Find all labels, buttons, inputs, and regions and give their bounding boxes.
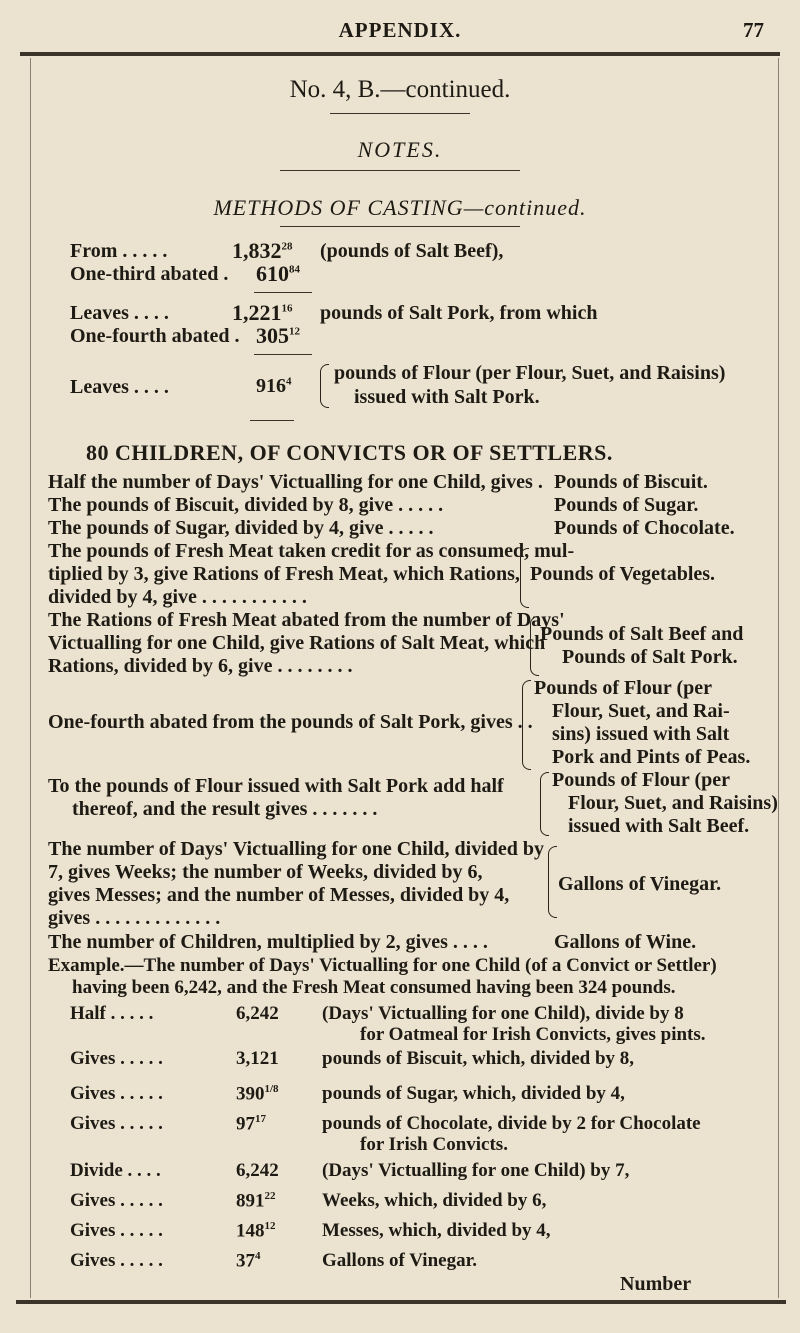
rule-result: Pounds of Flour (per	[552, 769, 730, 791]
rule-line: Victualling for one Child, give Rations of Salt Meat, which	[48, 632, 546, 654]
bottom-rule	[16, 1300, 786, 1304]
rule-line: divided by 4, give . . . . . . . . . . .	[48, 586, 307, 608]
example-row	[0, 1250, 800, 1272]
brace	[530, 616, 539, 676]
example-row-value: $97^{17}$	[236, 1113, 266, 1135]
rule-line: To the pounds of Flour issued with Salt Pork add half	[48, 775, 504, 797]
header-title: APPENDIX.	[338, 18, 462, 42]
example-row-label: Gives . . . . .	[70, 1083, 163, 1104]
methods-heading: METHODS OF CASTING—continued.	[213, 195, 587, 220]
rule-result: Gallons of Vinegar.	[558, 873, 722, 895]
rule-line: The pounds of Biscuit, divided by 8, give . . . . .	[48, 494, 444, 516]
example-row-label: Divide . . . .	[70, 1160, 161, 1181]
rule-line: The pounds of Fresh Meat taken credit for as consumed, mul-	[48, 540, 575, 562]
example-row-label: Gives . . . . .	[70, 1250, 163, 1271]
rule-line: tiplied by 3, give Rations of Fresh Meat, which Rations,	[48, 563, 520, 585]
from-label: From . . . . .	[70, 240, 168, 262]
example-row-description: pounds of Biscuit, which, divided by 8,	[322, 1048, 635, 1069]
example-row	[0, 1160, 800, 1181]
one-fourth-label: One-fourth abated .	[70, 325, 240, 347]
rule-line: One-fourth abated from the pounds of Salt Pork, gives . .	[48, 711, 533, 733]
example-row-description: (Days' Victualling for one Child), divide by 8	[322, 1003, 684, 1024]
rule-line: The pounds of Sugar, divided by 4, give . . . . .	[48, 517, 434, 539]
rule-result: Pounds of Vegetables.	[530, 563, 716, 585]
rule-result: Flour, Suet, and Rai-	[552, 700, 730, 722]
page-header	[0, 18, 800, 68]
example-row-description: for Irish Convicts.	[360, 1134, 508, 1155]
example-row-description: Weeks, which, divided by 6,	[322, 1190, 547, 1211]
leaves-value: 1,221$^{16}$	[232, 300, 293, 325]
rule-result: Flour, Suet, and Raisins)	[568, 792, 778, 814]
leaves-description: issued with Salt Pork.	[354, 386, 540, 408]
rule-result: Pounds of Chocolate.	[554, 517, 735, 539]
example-row-value: 6,242	[236, 1003, 279, 1024]
example-row-value: $148^{12}$	[236, 1220, 276, 1242]
from-value: 1,832$^{28}$	[232, 238, 293, 263]
example-row-description: Gallons of Vinegar.	[322, 1250, 478, 1271]
rule-line: The number of Days' Victualling for one Child, divided by	[48, 838, 545, 860]
example-row-label: Gives . . . . .	[70, 1190, 163, 1211]
section-heading: 80 CHILDREN, OF CONVICTS OR OF SETTLERS.	[86, 440, 613, 465]
one-third-value: $610^{84}$	[256, 261, 300, 286]
sum-rule	[254, 292, 312, 293]
example-row-description: pounds of Chocolate, divide by 2 for Chocolate	[322, 1113, 701, 1134]
leaves-description: pounds of Salt Pork, from which	[320, 302, 598, 324]
brace	[520, 548, 529, 608]
one-third-label: One-third abated .	[70, 263, 229, 285]
example-row	[0, 1024, 800, 1045]
top-rule	[20, 52, 780, 56]
example-row-label: Gives . . . . .	[70, 1048, 163, 1069]
example-row-value: $37^4$	[236, 1250, 261, 1272]
brace	[548, 846, 557, 918]
rule-result: issued with Salt Beef.	[568, 815, 750, 837]
sum-rule	[250, 420, 294, 421]
example-row	[0, 1134, 800, 1155]
table-reference: No. 4, B.—continued.	[289, 76, 511, 103]
example-row-value: 6,242	[236, 1160, 279, 1181]
example-row	[0, 1220, 800, 1242]
example-row-value: $891^{22}$	[236, 1190, 276, 1212]
rule-line: thereof, and the result gives . . . . . . .	[72, 798, 378, 820]
frame-left	[30, 58, 31, 1298]
brace	[540, 772, 549, 836]
divider	[280, 226, 520, 227]
rule-result: Pounds of Salt Pork.	[562, 646, 738, 668]
rule-result: Pounds of Flour (per	[534, 677, 712, 699]
divider	[280, 170, 520, 171]
example-row-description: for Oatmeal for Irish Convicts, gives pints.	[360, 1024, 706, 1045]
page-number: 77	[743, 18, 764, 42]
example-row	[0, 1113, 800, 1135]
example-intro: having been 6,242, and the Fresh Meat consumed having been 324 pounds.	[72, 977, 676, 998]
example-row-label: Gives . . . . .	[70, 1113, 163, 1134]
example-row-value: $390^{1/8}$	[236, 1083, 279, 1105]
rule-result: Pounds of Salt Beef and	[540, 623, 744, 645]
rule-line: The Rations of Fresh Meat abated from the number of Days'	[48, 609, 565, 631]
leaves-value: $916^4$	[256, 375, 292, 397]
notes-heading: NOTES.	[357, 137, 443, 162]
from-description: (pounds of Salt Beef),	[320, 240, 504, 262]
example-row	[0, 1048, 800, 1069]
example-row-description: (Days' Victualling for one Child) by 7,	[322, 1160, 630, 1181]
divider	[330, 113, 470, 114]
rule-result: Gallons of Wine.	[554, 931, 697, 953]
rule-result: Pounds of Sugar.	[554, 494, 699, 516]
rule-line: Rations, divided by 6, give . . . . . . . .	[48, 655, 353, 677]
frame-right	[778, 58, 779, 1298]
rule-line: 7, gives Weeks; the number of Weeks, divided by 6,	[48, 861, 483, 883]
sum-rule	[254, 354, 312, 355]
rule-result: Pork and Pints of Peas.	[552, 746, 751, 768]
rule-result: sins) issued with Salt	[552, 723, 730, 745]
leaves-label: Leaves . . . .	[70, 302, 169, 324]
one-fourth-value: $305^{12}$	[256, 323, 300, 348]
brace	[320, 364, 329, 408]
leaves-label: Leaves . . . .	[70, 376, 169, 398]
example-row	[0, 1083, 800, 1105]
rule-line: The number of Children, multiplied by 2, gives . . . .	[48, 931, 488, 953]
rule-line: Half the number of Days' Victualling for one Child, gives .	[48, 471, 543, 493]
example-row-label: Gives . . . . .	[70, 1220, 163, 1241]
example-row-label: Half . . . . .	[70, 1003, 154, 1024]
example-row-description: Messes, which, divided by 4,	[322, 1220, 551, 1241]
brace	[522, 680, 531, 770]
catchword: Number	[620, 1273, 692, 1295]
rule-result: Pounds of Biscuit.	[554, 471, 708, 493]
rule-line: gives . . . . . . . . . . . . .	[48, 907, 221, 929]
rule-line: gives Messes; and the number of Messes, divided by 4,	[48, 884, 510, 906]
example-row	[0, 1003, 800, 1024]
example-intro: Example.—The number of Days' Victualling for one Child (of a Convict or Settler)	[48, 955, 717, 976]
example-row-value: 3,121	[236, 1048, 279, 1069]
leaves-description: pounds of Flour (per Flour, Suet, and Raisins)	[334, 362, 726, 384]
example-row-description: pounds of Sugar, which, divided by 4,	[322, 1083, 625, 1104]
example-row	[0, 1190, 800, 1212]
